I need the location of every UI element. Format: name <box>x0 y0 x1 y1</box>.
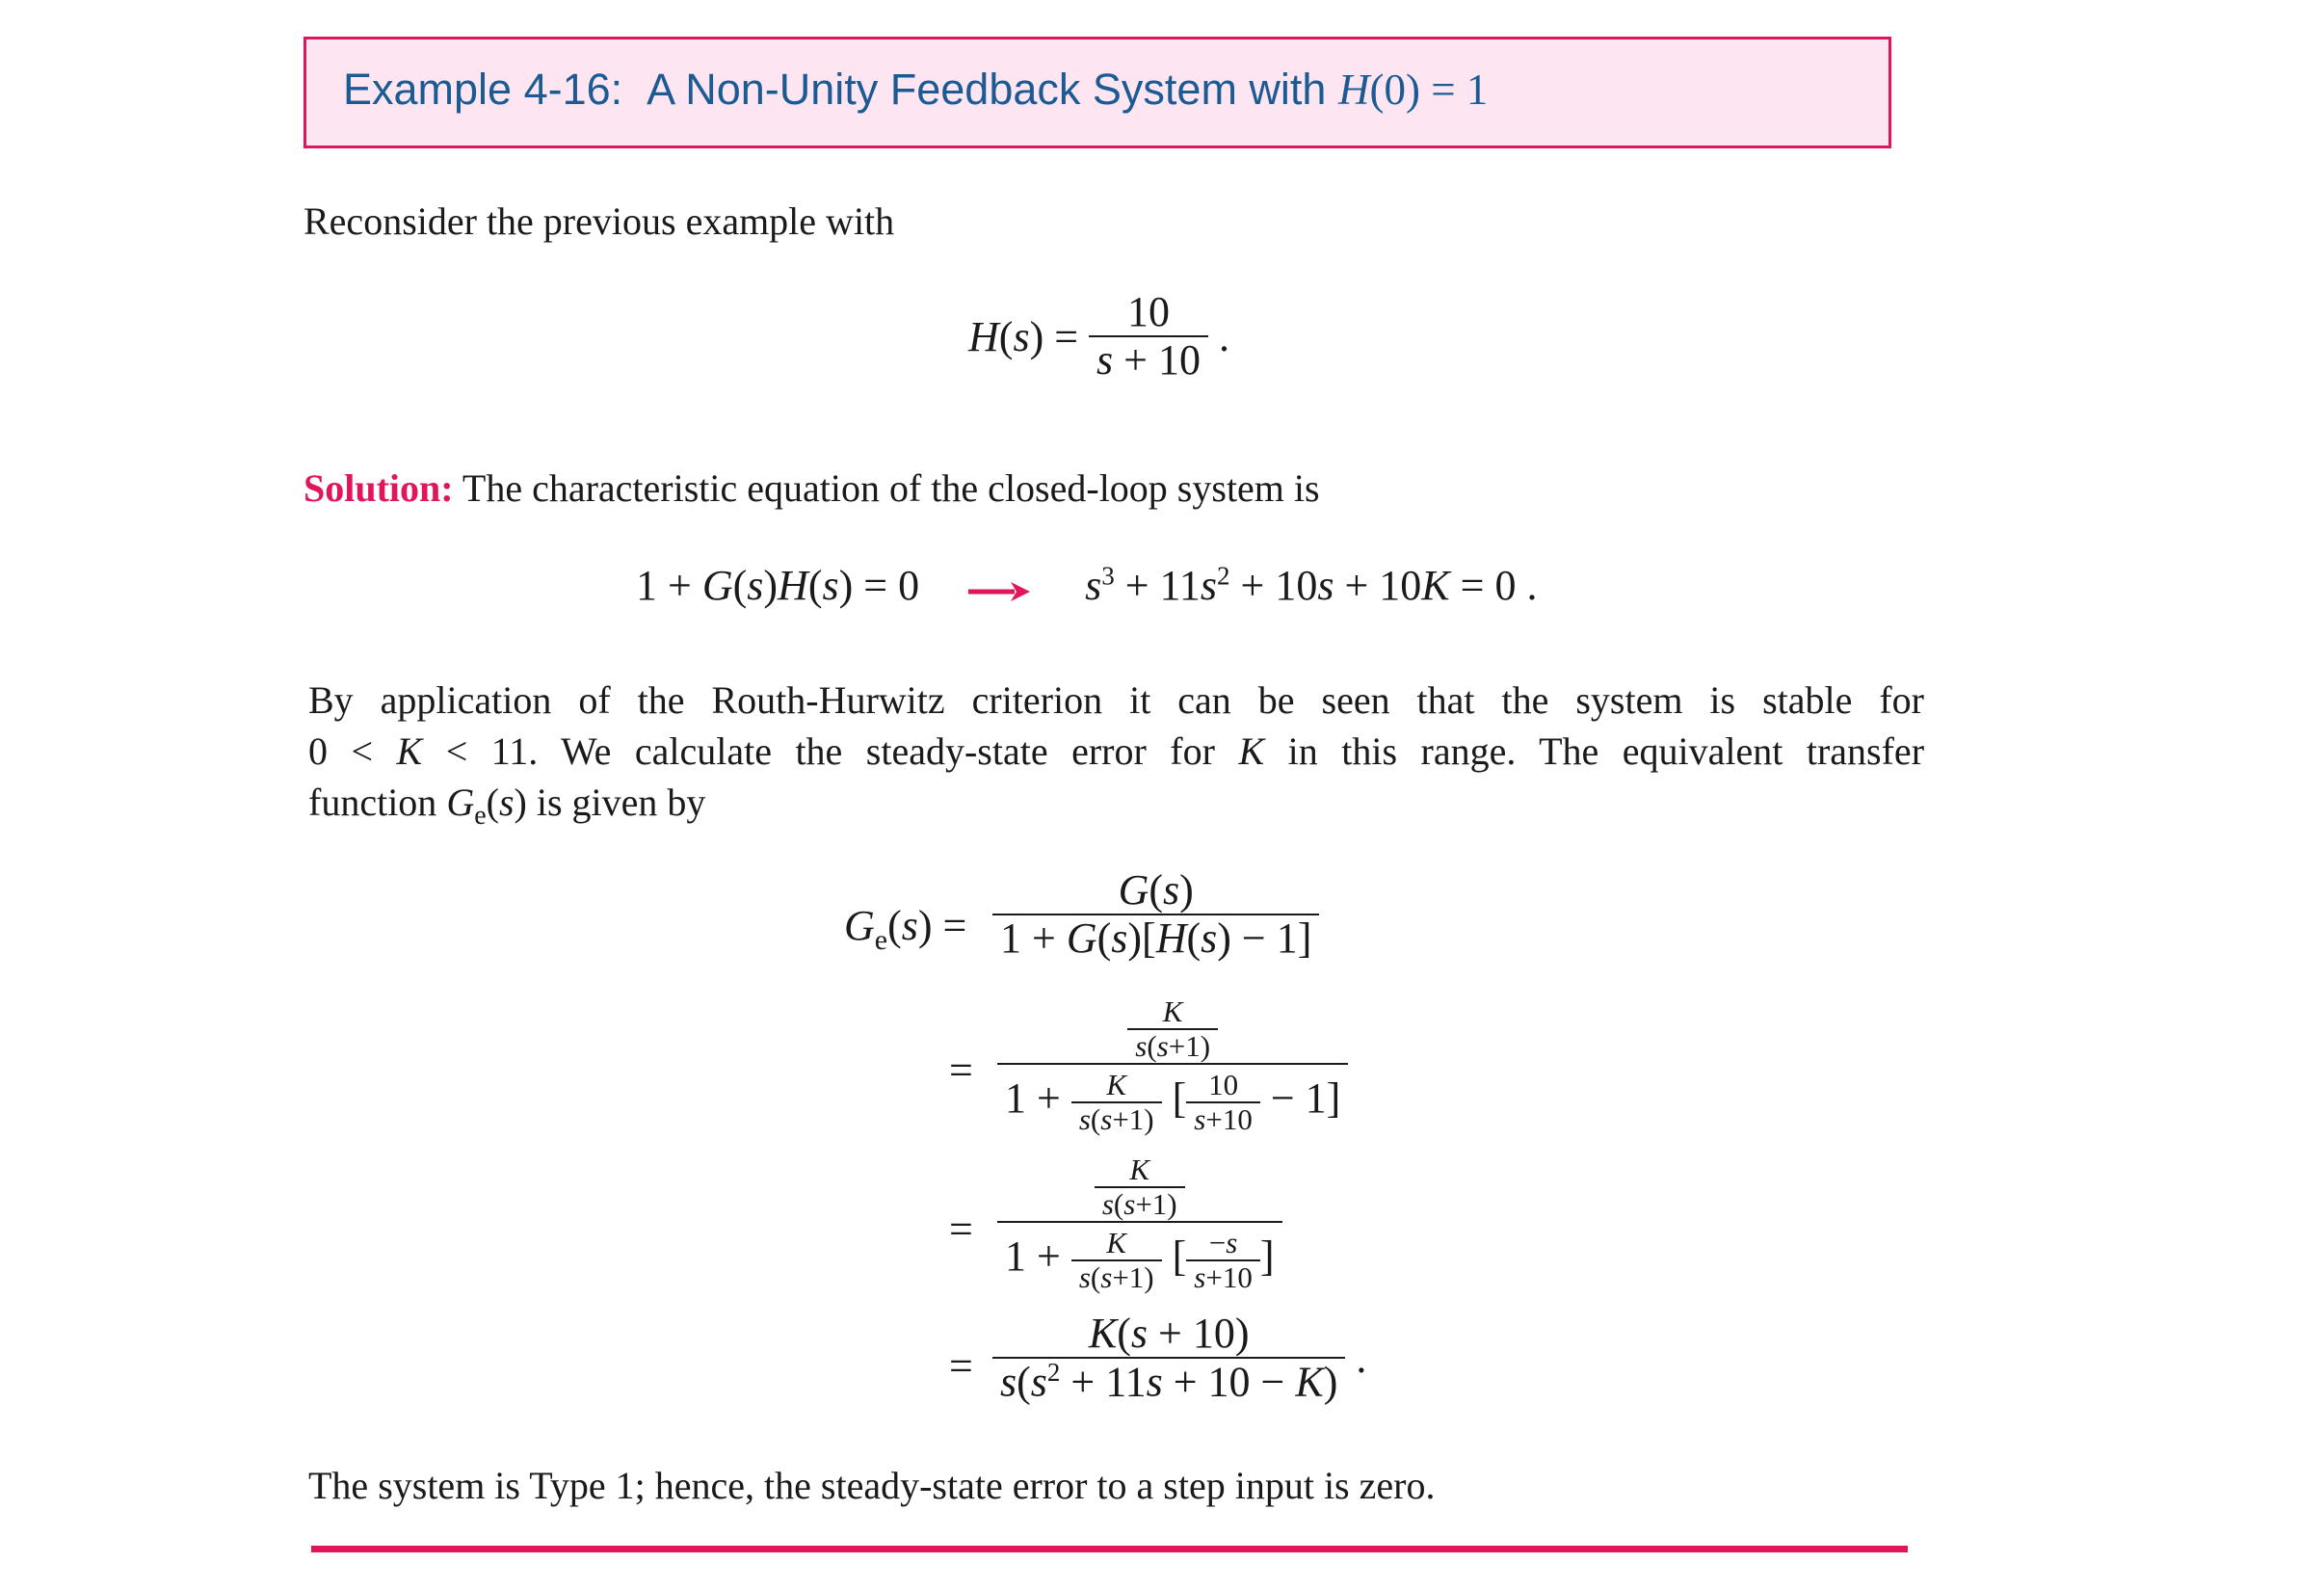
ge-lhs: $G_e(s)$ = <box>844 902 967 956</box>
h-numerator: 10 <box>1127 288 1170 335</box>
intro-text: Reconsider the previous example with <box>304 199 895 243</box>
ge-step1-denominator: 1 + G(s)[H(s) − 1] <box>992 914 1319 962</box>
h-period: . <box>1218 312 1229 360</box>
ge-eq-sign-4: = <box>949 1342 973 1390</box>
routh-line-2: 0 < K < 11. We calculate the steady-state error for K in this range. The equivalent transfer <box>308 729 1925 773</box>
routh-line-1: By application of the Routh-Hurwitz criterion it can be seen that the system is stable for <box>308 678 1924 722</box>
ge-step1-numerator: G(s) <box>1118 866 1194 914</box>
ge-step-3 <box>997 1153 1282 1294</box>
ge-step4-denominator: $s(s^2 + 11s + 10 - K)$ <box>992 1357 1345 1406</box>
ge-step4-period: . <box>1356 1335 1367 1383</box>
example-title-box <box>304 37 1891 148</box>
example-title <box>343 65 1488 115</box>
ge-eq-sign-3: = <box>949 1206 973 1253</box>
ge-step3-denominator: 1 + $\frac{K}{s(s+1)}$ [ $\frac{-s}{s+10}$ ] <box>997 1221 1282 1294</box>
example-number: Example 4-16: <box>343 65 623 114</box>
conclusion-text: The system is Type 1; hence, the steady-state error to a step input is zero. <box>308 1464 1436 1507</box>
ge-step-2 <box>997 995 1348 1136</box>
bottom-divider <box>311 1546 1908 1552</box>
characteristic-equation <box>636 561 1537 614</box>
solution-line <box>304 463 1320 514</box>
example-title-text: A Non-Unity Feedback System with <box>647 65 1327 114</box>
ge-eq-sign-2: = <box>949 1047 973 1094</box>
char-eq-lhs: 1 + G(s)H(s) = 0 <box>636 562 920 609</box>
example-title-math: H(0) = 1 <box>1337 66 1489 114</box>
ge-step-1 <box>992 867 1319 963</box>
h-denominator: s + 10 <box>1089 335 1208 384</box>
routh-line-3: function $G_e(s)$ is given by <box>308 781 706 831</box>
ge-step2-denominator: 1 + $\frac{K}{s(s+1)}$ [ $\frac{10}{s+10}$ − 1] <box>997 1063 1348 1136</box>
ge-step2-numerator: $\frac{K}{s(s+1)}$ <box>1127 995 1218 1063</box>
solution-text: The characteristic equation of the closed-loop system is <box>462 466 1320 510</box>
char-eq-rhs: $s^3 + 11s^2 + 10s + 10K = 0$ . <box>1085 561 1538 609</box>
ge-step4-numerator: K(s + 10) <box>1088 1310 1250 1357</box>
ge-step3-numerator: $\frac{K}{s(s+1)}$ <box>1095 1153 1185 1221</box>
arrow-right-icon <box>968 565 1030 614</box>
ge-step-4 <box>992 1311 1366 1406</box>
solution-label: Solution: <box>304 466 454 510</box>
h-fraction <box>1089 289 1208 384</box>
h-equation: H(s) = $\frac{10}{s + 10}$ . <box>968 288 1229 384</box>
